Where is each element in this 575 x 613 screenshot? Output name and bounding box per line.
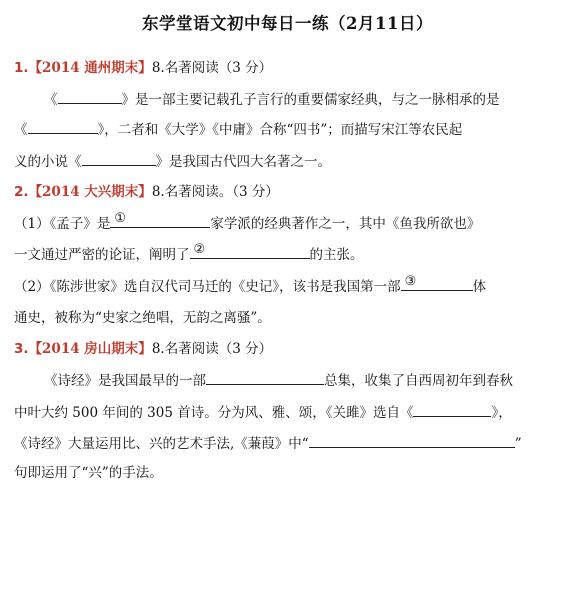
- answer-blank-3[interactable]: [401, 276, 473, 291]
- question-3-line-2: [14, 402, 565, 423]
- text-segment: 》，: [491, 405, 512, 421]
- question-2-line-4: [14, 308, 565, 328]
- question-3-header: [14, 339, 565, 359]
- question-heading: 8.名著阅读。（3 分）: [151, 184, 279, 200]
- text-segment: 句即运用了“兴”的手法。: [14, 465, 163, 481]
- question-2-line-2: [14, 244, 565, 265]
- text-segment: 《诗经》是我国最早的一部: [44, 373, 206, 389]
- answer-blank[interactable]: [413, 402, 491, 417]
- question-number: 2.: [14, 184, 29, 200]
- question-number: 1.: [14, 60, 29, 76]
- text-segment: 《: [44, 92, 58, 108]
- text-segment: 《诗经》大量运用比、兴的艺术手法,《蒹葭》中“: [14, 436, 309, 452]
- blank-marker: ②: [193, 242, 206, 257]
- text-segment: ”: [514, 436, 522, 452]
- question-number: 3.: [14, 341, 29, 357]
- text-segment: 》是一部主要记载孔子言行的重要儒家经典，与之一脉相承的是: [121, 92, 500, 108]
- text-segment: 通史，被称为“史家之绝唱，无韵之离骚”。: [14, 310, 271, 326]
- text-segment: 义的小说《: [14, 154, 82, 170]
- text-segment: （2）《陈涉世家》选自汉代司马迁的《史记》，该书是我国第一部: [14, 279, 401, 295]
- question-source-tag: 【2014 通州期末】: [28, 60, 152, 76]
- question-3-line-4: [14, 463, 565, 483]
- question-1-line-3: [14, 151, 565, 172]
- question-heading: 8.名著阅读（3 分）: [151, 60, 273, 76]
- text-segment: 一文通过严密的论证，阐明了: [14, 247, 190, 263]
- text-segment: 》是我国古代四大名著之一。: [155, 154, 331, 170]
- question-heading: 8.名著阅读（3 分）: [151, 341, 273, 357]
- question-1-line-2: [14, 119, 565, 140]
- text-segment: 》，二者和《大学》《中庸》合称“四书”；而描写宋江等农民起: [97, 122, 463, 138]
- blank-marker: ③: [404, 274, 417, 289]
- question-2-line-1: [14, 213, 565, 234]
- text-segment: 的主张。: [309, 247, 364, 263]
- answer-blank-1[interactable]: [110, 213, 210, 228]
- text-segment: 家学派的经典著作之一，其中《鱼我所欲也》: [210, 216, 481, 232]
- answer-blank[interactable]: [58, 89, 122, 104]
- text-segment: 中叶大约 500 年间的 305 首诗。分为风、雅、颂，《关雎》选自《: [14, 405, 414, 421]
- question-3-line-1: [44, 370, 565, 391]
- answer-blank[interactable]: [28, 119, 98, 134]
- text-segment: 《: [14, 122, 28, 138]
- text-segment: 体: [472, 279, 487, 295]
- question-source-tag: 【2014 房山期末】: [28, 341, 152, 357]
- answer-blank-2[interactable]: [190, 244, 310, 259]
- question-2-line-3: [14, 276, 565, 297]
- question-2-header: [14, 182, 565, 202]
- question-source-tag: 【2014 大兴期末】: [28, 184, 152, 200]
- question-1-line-1: [44, 89, 565, 110]
- question-1-header: [14, 58, 565, 78]
- answer-blank[interactable]: [82, 151, 156, 166]
- answer-blank[interactable]: [309, 433, 515, 448]
- text-segment: 总集，收集了自西周初年到春秋: [324, 373, 513, 389]
- text-segment: （1）《孟子》是: [14, 216, 111, 232]
- page-title: 东学堂语文初中每日一练（2月11日）: [142, 14, 433, 33]
- blank-marker: ①: [114, 211, 126, 226]
- answer-blank[interactable]: [206, 370, 324, 385]
- question-3-line-3: [14, 433, 565, 454]
